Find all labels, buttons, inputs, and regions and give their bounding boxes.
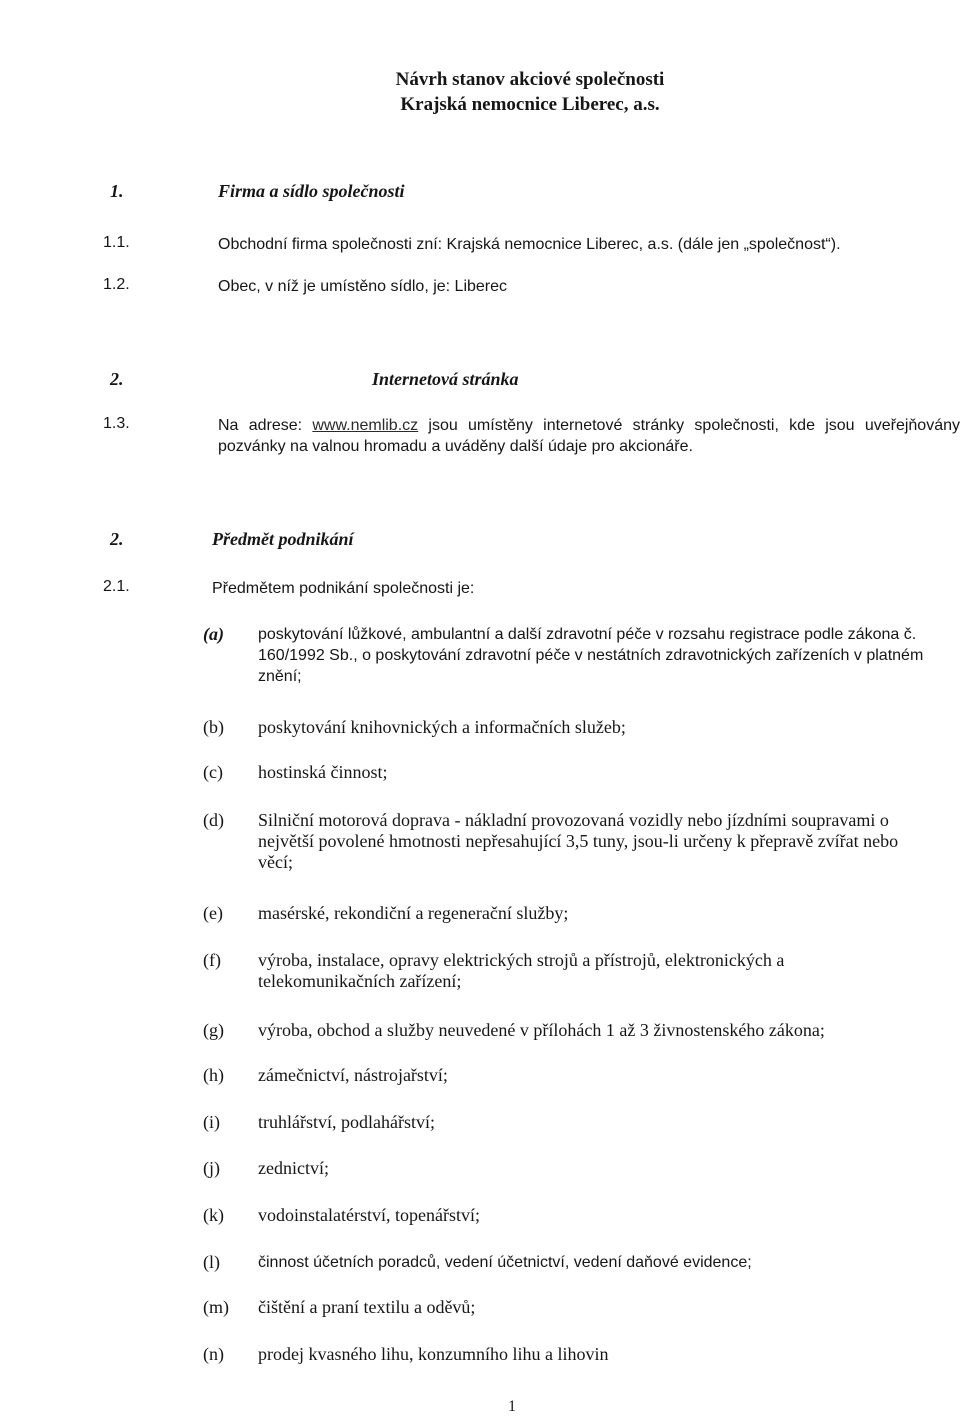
item-text: činnost účetních poradců, vedení účetnictví, vedení daňové evidence;: [258, 1254, 752, 1271]
item-label: (f): [203, 950, 221, 970]
clause-1-3-text: [218, 415, 960, 457]
clause-2-1-text: Předmětem podnikání společnosti je:: [212, 580, 475, 597]
item-label: (b): [203, 717, 224, 737]
item-label: (d): [203, 810, 224, 830]
clause-1-3-text-after: jsou umístěny internetové stránky společnosti, kde jsou uveřejňovány pozvánky na valnou hromadu a uváděny další údaje pro akcionáře.: [218, 417, 960, 455]
clause-1-3-number: 1.3.: [103, 415, 130, 432]
item-text: zednictví;: [258, 1158, 329, 1178]
item-label: (n): [203, 1344, 224, 1364]
clause-2-1-number: 2.1.: [103, 578, 130, 595]
item-label: (h): [203, 1065, 224, 1085]
clause-1-3-text-before: Na adrese:: [218, 417, 313, 434]
clause-1-2-number: 1.2.: [103, 276, 130, 293]
title-line-2: Krajská nemocnice Liberec, a.s.: [400, 94, 660, 115]
clause-1-1-text: Obchodní firma společnosti zní: Krajská nemocnice Liberec, a.s. (dále jen „společnost“).: [218, 236, 841, 253]
section-2-title: Internetová stránka: [372, 369, 519, 389]
item-label: (a): [203, 624, 224, 644]
page-number: 1: [508, 1398, 516, 1415]
item-text: zámečnictví, nástrojařství;: [258, 1065, 448, 1085]
item-label: (g): [203, 1020, 224, 1040]
item-text: truhlářství, podlahářství;: [258, 1112, 435, 1132]
website-link[interactable]: www.nemlib.cz: [312, 417, 419, 434]
title-line-1: Návrh stanov akciové společnosti: [395, 69, 665, 90]
document-title: [330, 67, 730, 117]
section-2-number: 2.: [110, 369, 124, 389]
item-text: výroba, obchod a služby neuvedené v přílohách 1 až 3 živnostenského zákona;: [258, 1020, 825, 1040]
item-text: poskytování lůžkové, ambulantní a další zdravotní péče v rozsahu registrace podle zákona č. 160/1992 Sb., o poskytování zdravotní péče v nestátních zdravotnických zařízeních v platném znění;: [258, 626, 924, 685]
section-1-title: Firma a sídlo společnosti: [218, 181, 405, 201]
item-label: (m): [203, 1297, 229, 1317]
item-label: (c): [203, 762, 223, 782]
item-label: (j): [203, 1158, 220, 1178]
item-text: vodoinstalatérství, topenářství;: [258, 1205, 480, 1225]
item-label: (k): [203, 1205, 224, 1225]
item-text: Silniční motorová doprava - nákladní provozovaná vozidly nebo jízdními soupravami o největší povolené hmotnosti nepřesahující 3,5 tuny, jsou-li určeny k přepravě zvířat nebo věcí;: [258, 810, 899, 872]
item-text: hostinská činnost;: [258, 762, 388, 782]
item-label: (i): [203, 1112, 220, 1132]
section-1-number: 1.: [110, 181, 124, 201]
clause-1-2-text: Obec, v níž je umístěno sídlo, je: Liberec: [218, 278, 508, 295]
section-3-number: 2.: [110, 529, 124, 549]
item-text: výroba, instalace, opravy elektrických strojů a přístrojů, elektronických a telekomunikačních zařízení;: [258, 950, 785, 991]
item-text: poskytování knihovnických a informačních služeb;: [258, 717, 626, 737]
item-text: čištění a praní textilu a oděvů;: [258, 1297, 476, 1317]
clause-1-1-number: 1.1.: [103, 234, 130, 251]
item-text: prodej kvasného lihu, konzumního lihu a lihovin: [258, 1344, 609, 1364]
item-label: (l): [203, 1252, 220, 1272]
section-3-title: Předmět podnikání: [212, 529, 354, 549]
item-label: (e): [203, 903, 223, 923]
item-text: masérské, rekondiční a regenerační služby;: [258, 903, 569, 923]
